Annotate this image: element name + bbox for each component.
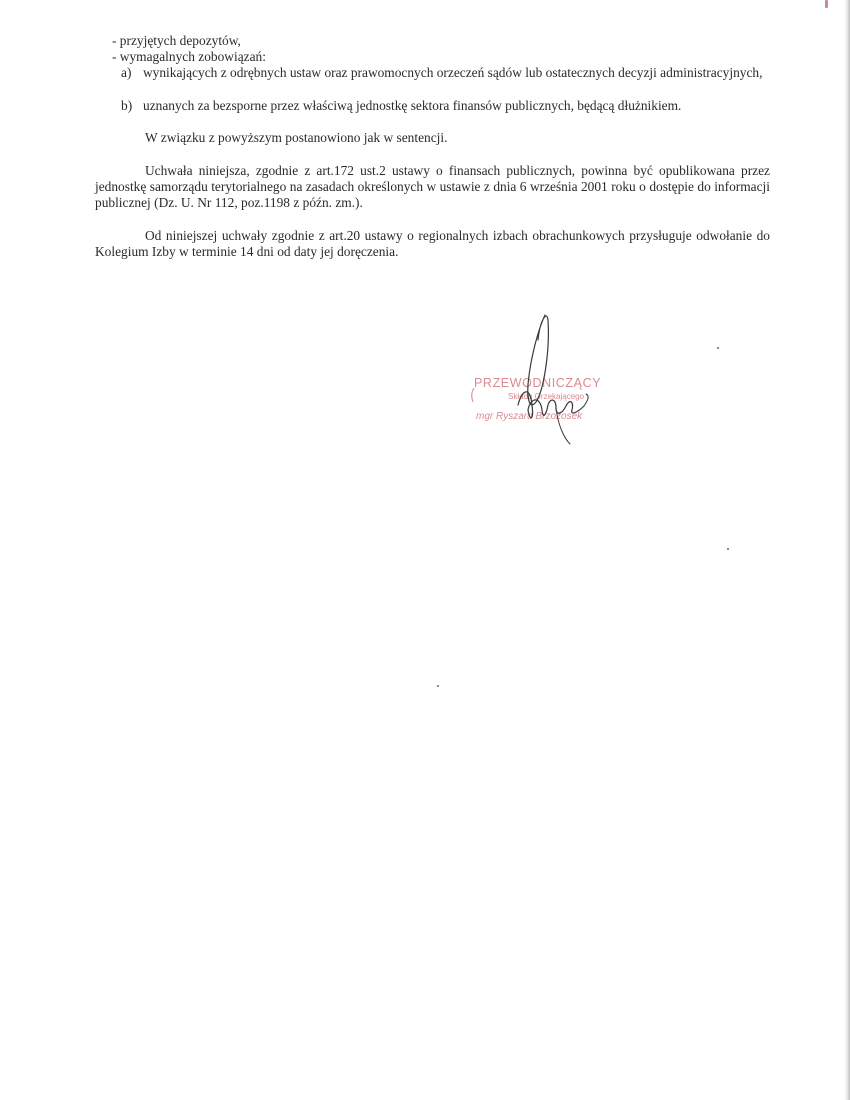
stamp-title: PRZEWODNICZĄCY	[474, 376, 602, 390]
scan-mark	[825, 0, 828, 8]
sub-item-b	[121, 98, 771, 114]
scan-edge-shadow	[844, 0, 850, 1100]
scan-speck	[717, 347, 719, 349]
sub-item-marker: b)	[121, 98, 133, 113]
sub-item-text: uznanych za bezsporne przez właściwą jednostkę sektora finansów publicznych, będącą dłużnikiem.	[143, 98, 682, 113]
sub-item-a	[121, 65, 771, 81]
paragraph-publication: Uchwała niniejsza, zgodnie z art.172 ust.2 ustawy o finansach publicznych, powinna być opublikowana przez jednostkę samorządu terytorialnego na zasadach określonych w ustawie z dnia 6 września 2001 roku o dostępie do informacji publicznej (Dz. U. Nr 112, poz.1198 z późn. zm.).	[95, 163, 770, 210]
scan-speck	[727, 548, 729, 550]
handwritten-signature	[500, 310, 610, 450]
list-item-liabilities: - wymagalnych zobowiązań:	[112, 49, 266, 64]
scan-speck	[437, 685, 439, 687]
stamp-name: mgr Ryszard Brzozosek	[476, 411, 583, 422]
stamp-subtitle: Składu Orzekającego	[508, 392, 585, 401]
paragraph-conclusion: W związku z powyższym postanowiono jak w sentencji.	[145, 130, 448, 145]
list-item-deposits: - przyjętych depozytów,	[112, 33, 241, 48]
paragraph-appeal: Od niniejszej uchwały zgodnie z art.20 ustawy o regionalnych izbach obrachunkowych przysługuje odwołanie do Kolegium Izby w terminie 14 dni od daty jej doręczenia.	[95, 228, 770, 259]
sub-item-text: wynikających z odrębnych ustaw oraz prawomocnych orzeczeń sądów lub ostatecznych decyzji administracyjnych,	[143, 65, 763, 80]
sub-item-marker: a)	[121, 65, 132, 80]
